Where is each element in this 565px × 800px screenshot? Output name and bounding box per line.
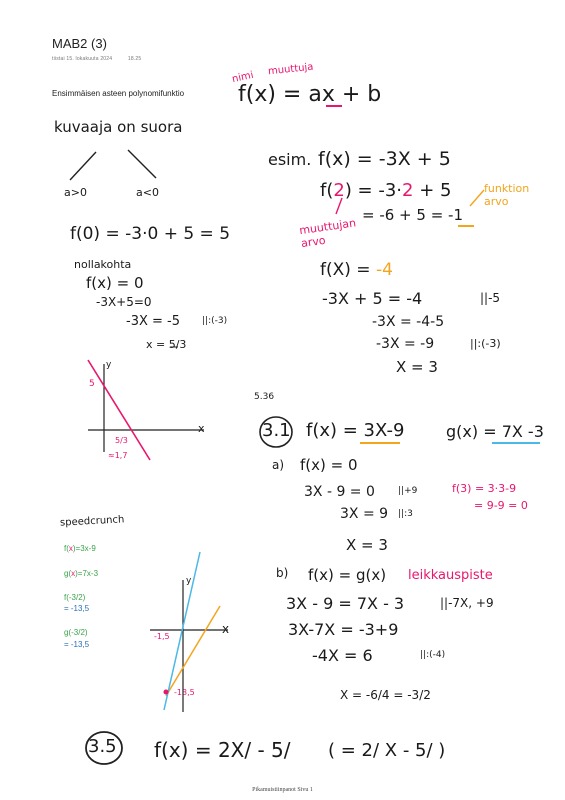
a4: X = 3 [346, 536, 388, 554]
note-nk1: f(x) = 0 [86, 274, 144, 292]
graph2-value-label: -13,5 [174, 688, 195, 697]
a-label: a) [272, 458, 285, 472]
t35-formula-b: ( = 2/ X - 5/ ) [328, 740, 446, 761]
b2: 3X - 9 = 7X - 3 [286, 594, 405, 613]
task-35: 3.5 [88, 736, 117, 757]
f-m4-val: -4 [375, 260, 393, 280]
page-title: MAB2 (3) [52, 36, 107, 51]
b1: f(x) = g(x) [308, 566, 387, 584]
b5: X = -6/4 = -3/2 [340, 688, 431, 702]
graph1-line [88, 360, 150, 460]
a1: f(x) = 0 [300, 456, 358, 474]
arrow-muuttujan [336, 198, 342, 214]
sc-l1-a: f( [64, 544, 69, 553]
graph1-intercept-y: 5 [89, 379, 95, 389]
note-esim-fx: f(x) = -3X + 5 [318, 148, 451, 170]
esim-f2-arg2: 2 [402, 180, 414, 201]
note-nk3: -3X = -5 [126, 314, 180, 329]
note-muuttuja: muuttuja [267, 61, 314, 78]
note-nk3-op: ||:(-3) [202, 316, 228, 326]
speedcrunch-line4: g(-3/2) [64, 628, 88, 637]
note-esim: esim. [268, 150, 312, 169]
task-536: 5.36 [254, 392, 275, 402]
main-formula: f(x) = ax + b [238, 82, 382, 107]
note-s1: -3X + 5 = -4 [322, 289, 423, 308]
esim-f2-arg: 2 [333, 180, 345, 201]
note-muuttujan-arvo: muuttujan arvo [298, 216, 357, 251]
note-f0: f(0) = -3·0 + 5 = 5 [70, 224, 231, 244]
sc-l2-c: )=7x-3 [75, 569, 99, 578]
graph2-left-label: -1,5 [154, 632, 170, 641]
t31-g: g(x) = 7X -3 [446, 422, 544, 441]
b-label: b) [276, 566, 289, 580]
graph1-intercept-x: 5/3 [115, 436, 128, 445]
page-footer: Pikamuistiinpanot Sivu 1 [252, 787, 313, 793]
note-s4: X = 3 [396, 358, 438, 376]
check-1: f(3) = 3·3-9 [452, 482, 517, 495]
line-a-neg [128, 150, 156, 178]
a2-op: ||+9 [398, 486, 418, 496]
graph1-x-label: x [198, 422, 205, 435]
note-s3-op: ||:(-3) [470, 337, 501, 350]
note-nk2: -3X+5=0 [96, 295, 152, 309]
section-subtitle: Ensimmäisen asteen polynomifunktio [52, 89, 185, 98]
note-kuvaaja: kuvaaja on suora [54, 118, 183, 136]
note-s1-op: ||-5 [480, 291, 501, 305]
graph2-x-label: x [222, 622, 230, 636]
speedcrunch-line3: f(-3/2) [64, 593, 86, 602]
esim-f2-part1: f( [320, 180, 334, 201]
graph1-approx: ≈1,7 [108, 451, 128, 460]
sc-l1-b: x [68, 544, 73, 553]
t35-formula: f(x) = 2X/ - 5/ [154, 738, 291, 762]
speedcrunch-result3: = -13,5 [64, 604, 90, 613]
note-leikkauspiste: leikkauspiste [408, 568, 493, 583]
speedcrunch-title: speedcrunch [59, 514, 125, 529]
a2: 3X - 9 = 0 [304, 484, 375, 500]
check-2: = 9-9 = 0 [474, 499, 528, 512]
t31-f: f(x) = 3X-9 [306, 420, 405, 441]
graph2-y-label: y [186, 576, 192, 586]
graph2-intersection [164, 690, 169, 695]
note-nollakohta: nollakohta [74, 258, 132, 271]
note-esim-l3: = -6 + 5 = -1 [362, 206, 464, 224]
note-s3: -3X = -9 [376, 336, 435, 352]
graph1-y-label: y [106, 360, 112, 370]
task-31: 3.1 [262, 420, 291, 441]
task-31-circle [260, 417, 292, 447]
a3-op: ||:3 [398, 509, 413, 519]
task-35-circle [86, 732, 122, 764]
b4: -4X = 6 [312, 646, 373, 665]
sc-l2-b: x [71, 569, 76, 578]
note-nimi: nimi [231, 69, 255, 86]
page-time: 18.25 [127, 56, 142, 62]
speedcrunch-result4: = -13,5 [64, 640, 90, 649]
a3: 3X = 9 [340, 506, 389, 522]
note-s2: -3X = -4-5 [372, 314, 445, 330]
f-m4-left: f(X) = [320, 260, 376, 280]
note-nk4: x = 5/3 [146, 338, 187, 351]
graph2-line-f [166, 606, 220, 696]
b4-op: ||:(-4) [420, 650, 446, 660]
esim-f2-part3: + 5 [413, 180, 452, 201]
sc-l1-c: )=3x-9 [72, 544, 96, 553]
esim-f2-part2: ) = -3· [344, 180, 403, 201]
arrow-funktion [470, 190, 484, 206]
note-funktion-arvo: funktion arvo [484, 182, 530, 208]
graph2-line-g [164, 552, 200, 710]
note-a-pos: a>0 [64, 186, 87, 199]
b2-op: ||-7X, +9 [440, 596, 494, 610]
sc-l2-a: g( [64, 569, 72, 578]
b3: 3X-7X = -3+9 [288, 620, 399, 639]
page-date: tiistai 15. lokakuuta 2024 [52, 56, 113, 62]
note-a-neg: a<0 [136, 186, 159, 199]
line-a-pos [70, 152, 96, 180]
